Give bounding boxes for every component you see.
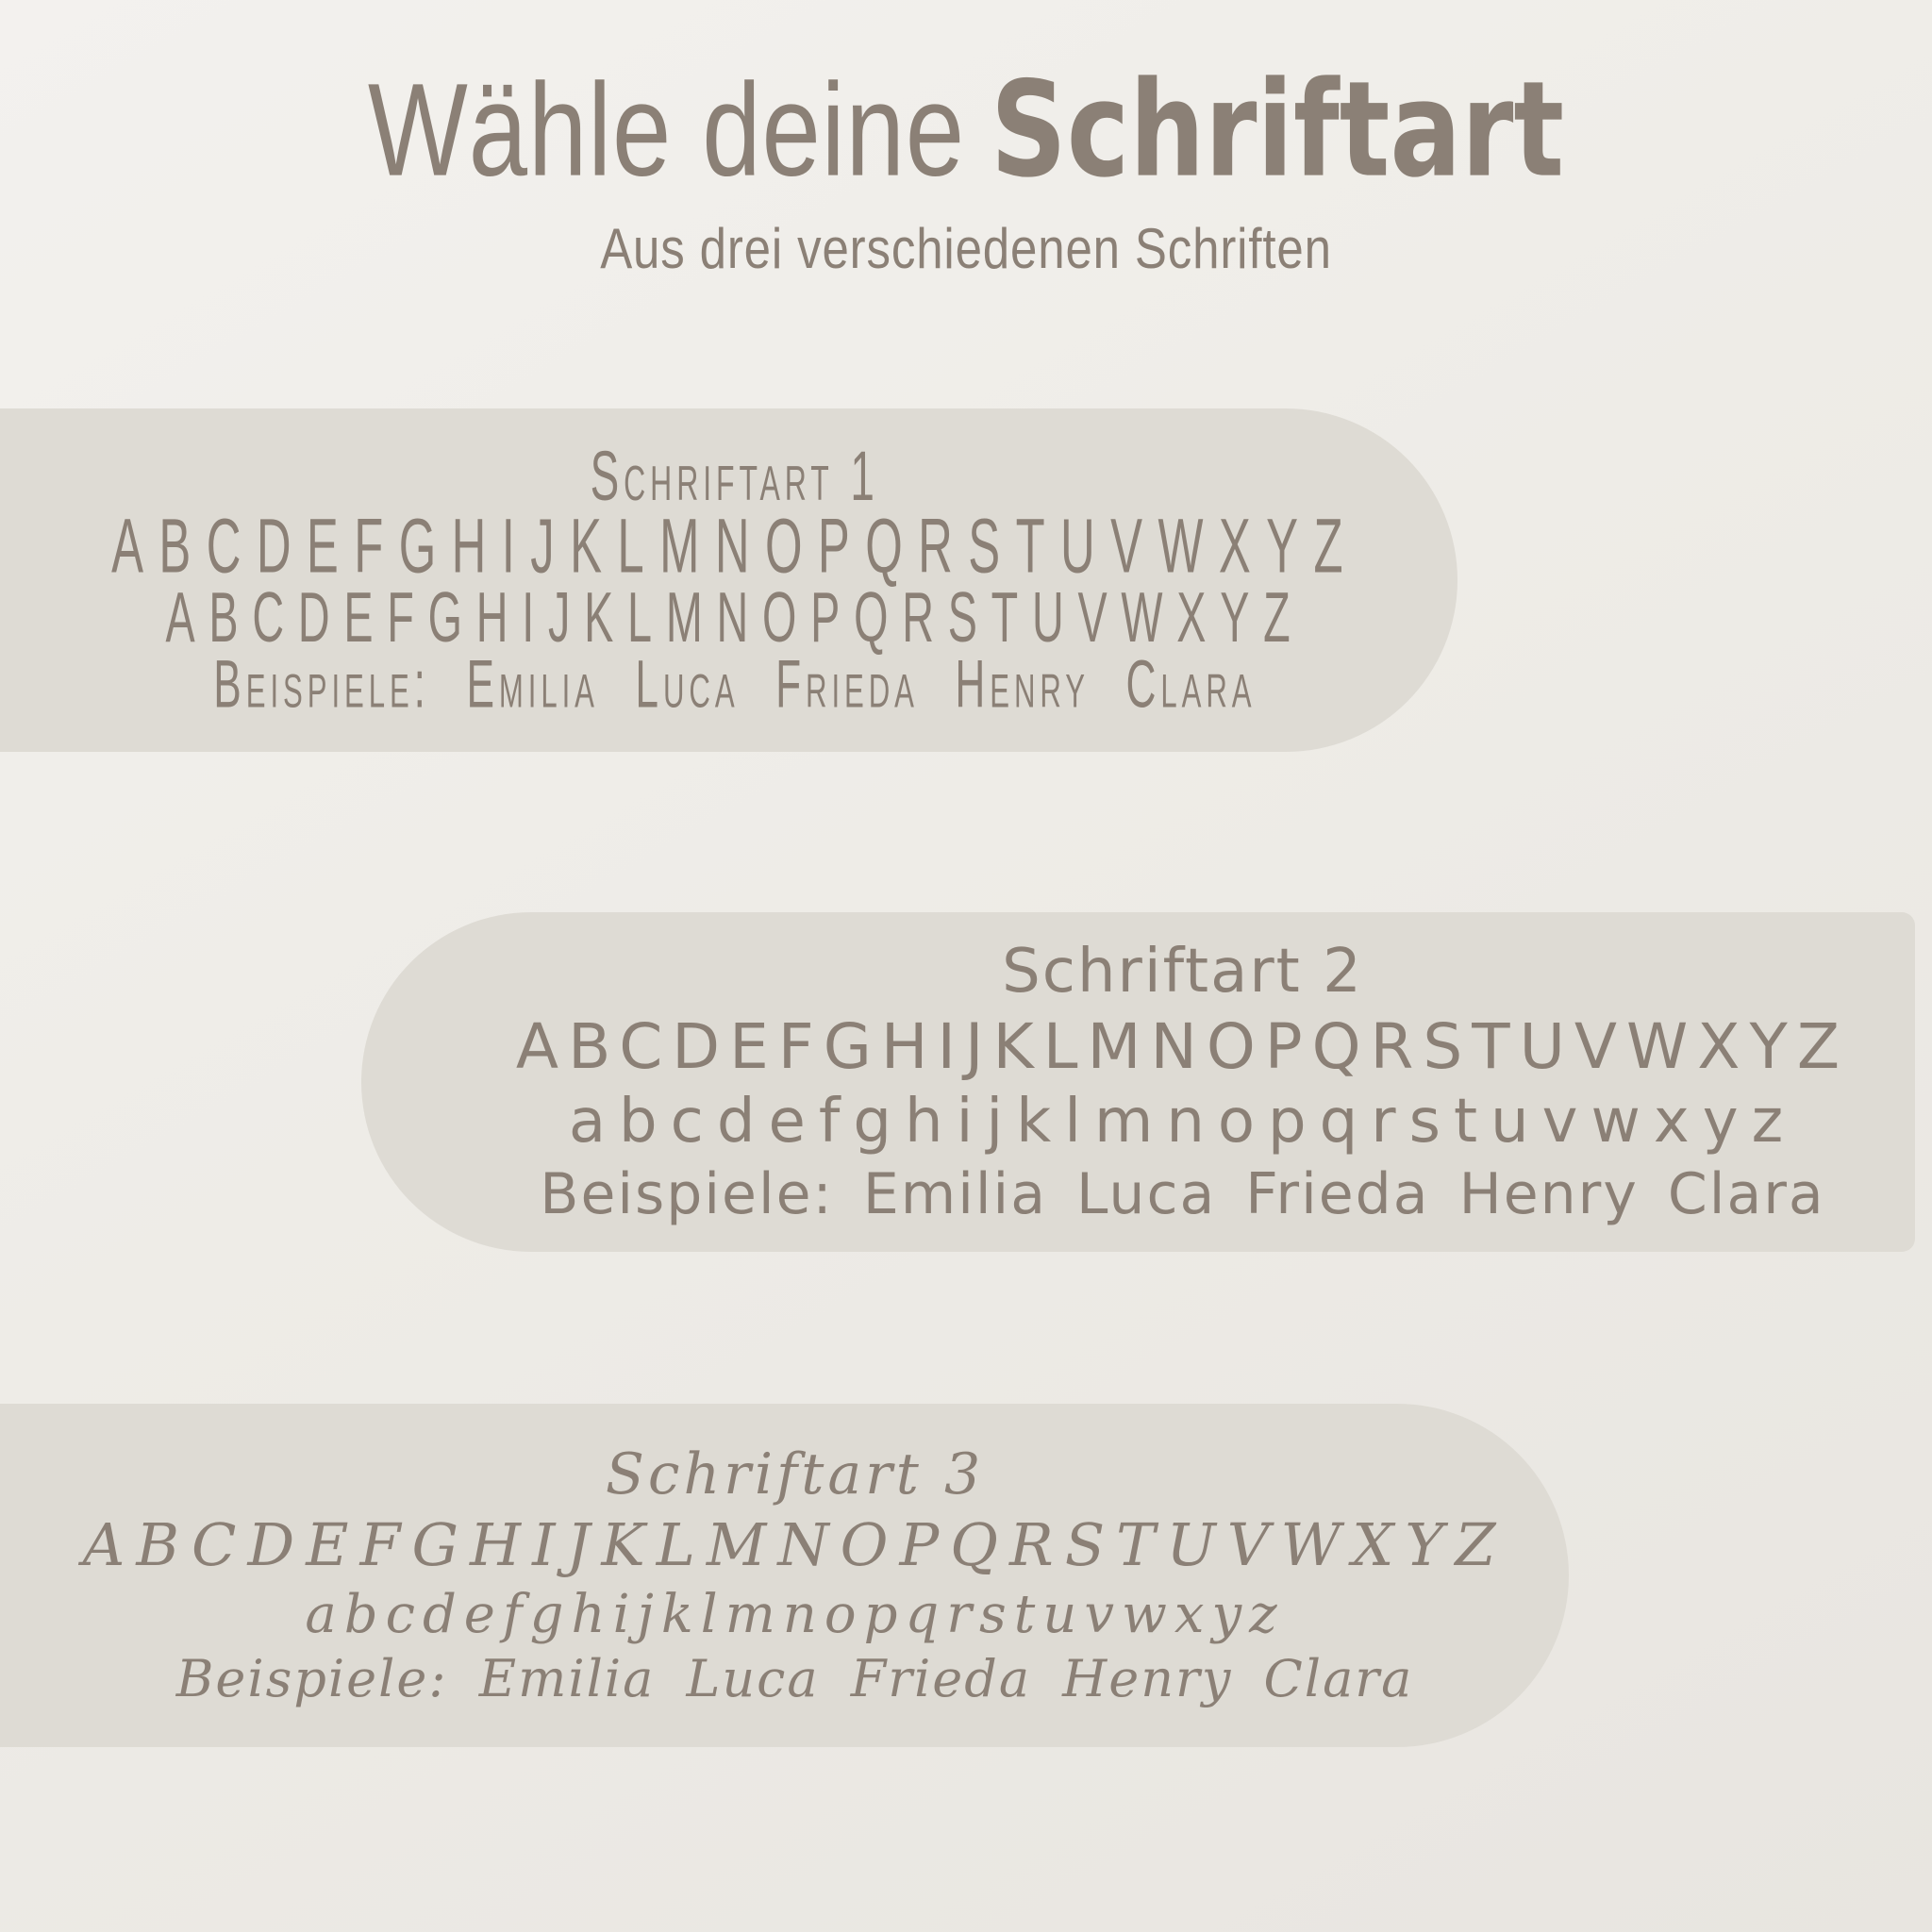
font2-examples-row: Beispiele: Emilia Luca Frieda Henry Clara bbox=[540, 1160, 1825, 1227]
font2-uppercase-row: ABCDEFGHIJKLMNOPQRSTUVWXYZ bbox=[515, 1009, 1850, 1083]
page-title bbox=[145, 54, 1788, 207]
font1-examples-row: Beispiele: Emilia Luca Frieda Henry Clara bbox=[212, 646, 1257, 722]
font2-lowercase-row: abcdefghijklmnopqrstuvwxyz bbox=[568, 1087, 1797, 1158]
page-subtitle: Aus drei verschiedenen Schriften bbox=[600, 216, 1332, 280]
font-panel-1 bbox=[0, 408, 1457, 752]
font2-heading: Schriftart 2 bbox=[1002, 937, 1363, 1008]
font3-uppercase-row: ABCDEFGHIJKLMNOPQRSTUVWXYZ bbox=[82, 1510, 1507, 1580]
font3-heading: Schriftart 3 bbox=[605, 1441, 985, 1508]
header bbox=[0, 53, 1932, 281]
font1-uppercase-row: ABCDEFGHIJKLMNOPQRSTUVWXYZ bbox=[110, 503, 1358, 590]
font-panel-3 bbox=[0, 1404, 1569, 1747]
page-title-light-part: Wähle deine bbox=[367, 56, 966, 204]
font-panel-2 bbox=[361, 912, 1915, 1252]
font3-lowercase-row: abcdefghijklmnopqrstuvwxyz bbox=[305, 1583, 1285, 1645]
font3-examples-row: Beispiele: Emilia Luca Frieda Henry Clara bbox=[175, 1649, 1414, 1709]
page-title-bold-part: Schriftart bbox=[990, 53, 1565, 208]
font1-lowercase-row: ABCDEFGHIJKLMNOPQRSTUVWXYZ bbox=[165, 577, 1304, 658]
font1-heading: Schriftart 1 bbox=[590, 436, 879, 516]
